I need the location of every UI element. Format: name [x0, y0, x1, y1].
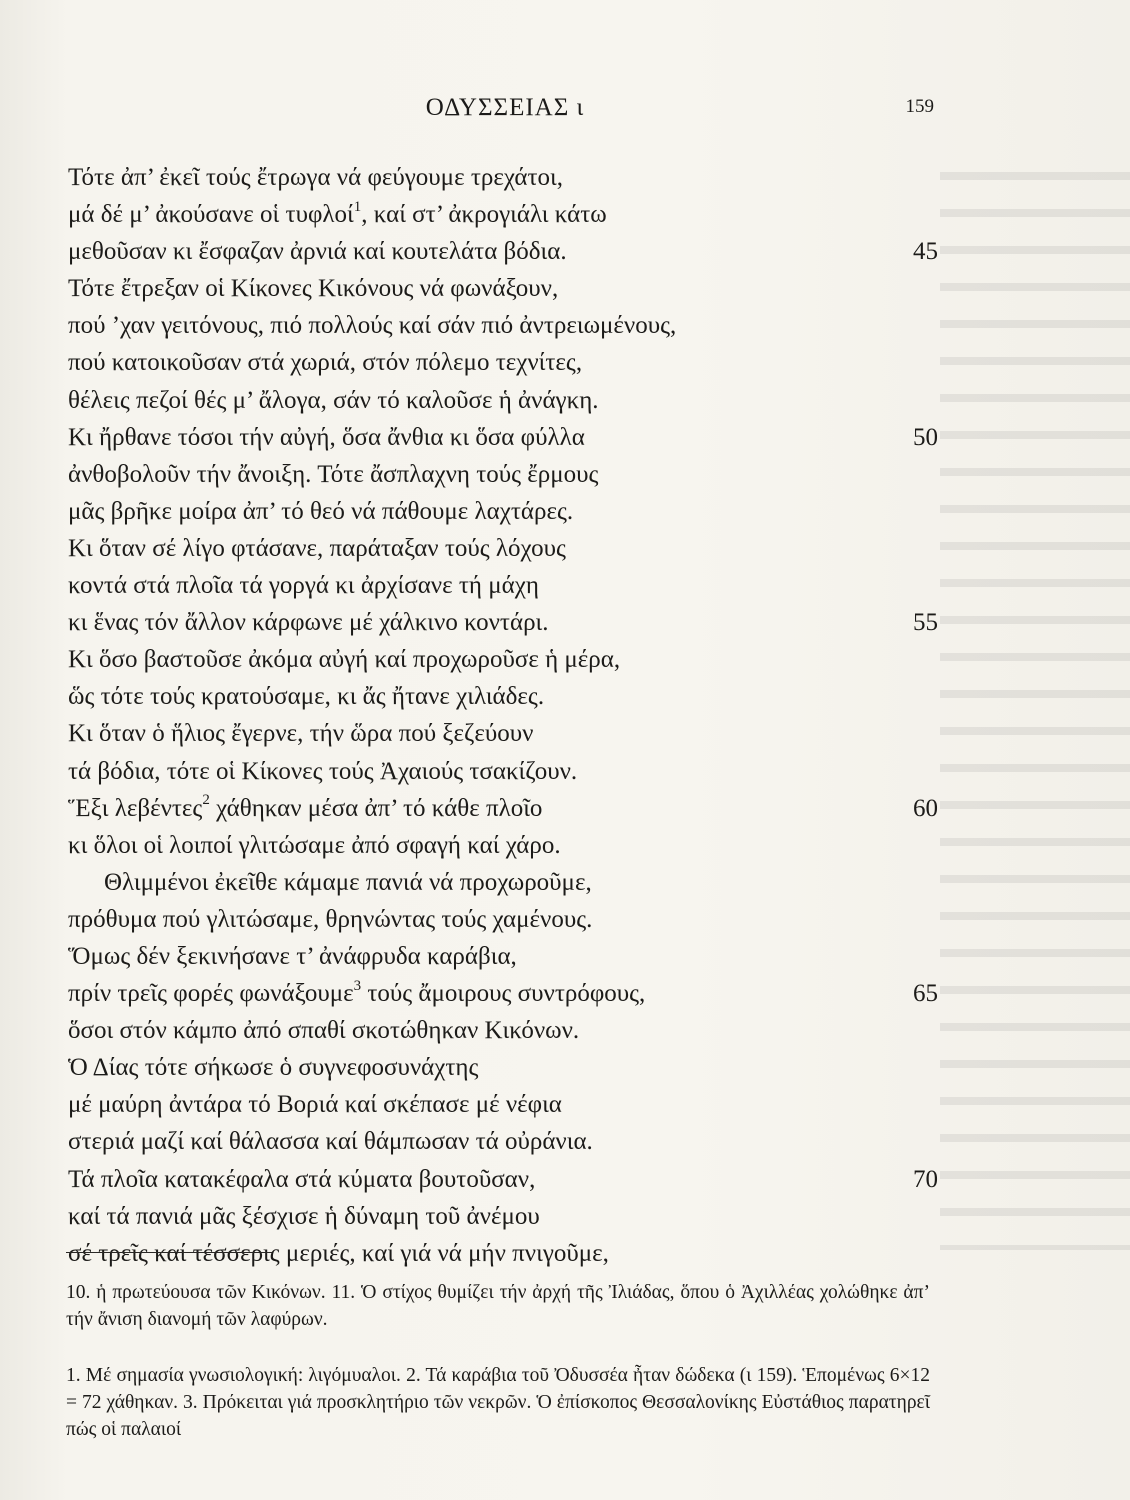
- verse-segment: κι ὅλοι οἱ λοιποί γλιτώσαμε ἀπό σφαγή καί χάρο.: [68, 831, 561, 859]
- verse-text: [68, 758, 577, 785]
- verse-segment: θέλεις πεζοί θές μ’ ἄλογα, σάν τό καλοῦσε ἡ ἀνάγκη.: [68, 386, 599, 414]
- footnote-marker: 1: [353, 198, 362, 215]
- verse-segment: τά βόδια, τότε οἱ Κίκονες τούς Ἀχαιούς τσακίζουν.: [68, 757, 578, 785]
- running-title: ΟΔΥΣΣΕΙΑΣ ι: [425, 94, 585, 121]
- verse-line: [68, 196, 938, 233]
- verse-text: [68, 683, 544, 710]
- verse-line: [68, 938, 938, 975]
- page-header: [0, 92, 1130, 124]
- verse-line: [68, 419, 938, 456]
- verse-line: [68, 1049, 938, 1086]
- verse-text: [68, 906, 592, 933]
- line-number: 70: [913, 1165, 938, 1193]
- verse-segment: Θλιμμένοι ἐκεῖθε κάμαμε πανιά νά προχωροῦμε,: [104, 868, 592, 896]
- verse-line: [68, 678, 938, 715]
- verse-text: [68, 1091, 562, 1118]
- verse-text: [68, 1203, 540, 1230]
- line-number: 65: [913, 980, 938, 1008]
- footnote-marker: 2: [202, 792, 210, 809]
- verse-text: [68, 238, 567, 265]
- verse-segment: ὥς τότε τούς κρατούσαμε, κι ἄς ἤτανε χιλιάδες.: [68, 683, 545, 711]
- verse-segment: Τά πλοῖα κατακέφαλα στά κύματα βουτοῦσαν,: [68, 1165, 536, 1193]
- verse-line: [68, 715, 938, 752]
- verse-line: [68, 233, 938, 270]
- verse-segment: πρόθυμα πού γλιτώσαμε, θρηνώντας τούς χαμένους.: [68, 905, 593, 933]
- verse-text: [68, 198, 607, 229]
- verse-segment: μέ μαύρη ἀντάρα τό Βοριά καί σκέπασε μέ νέφια: [68, 1091, 562, 1119]
- verse-segment: ὅσοι στόν κάμπο ἀπό σπαθί σκοτώθηκαν Κικόνων.: [68, 1017, 580, 1045]
- verse-text: [68, 387, 599, 414]
- verse-segment: Κι ὅσο βαστοῦσε ἀκόμα αὐγή καί προχωροῦσε ἡ μέρα,: [68, 646, 621, 674]
- verse-segment: πού ’χαν γειτόνους, πιό πολλούς καί σάν πιό ἀντρειωμένους,: [68, 312, 677, 340]
- verse-line: [68, 493, 938, 530]
- verse-text: [68, 646, 620, 673]
- footnote-marker: 3: [353, 977, 362, 994]
- verse-segment: ἀνθοβολοῦν τήν ἄνοιξη. Τότε ἄσπλαχνη τούς ἔρμους: [68, 460, 599, 488]
- footnote-separator: [66, 1252, 272, 1253]
- verse-line: [68, 604, 938, 641]
- verse-text: [68, 943, 517, 970]
- line-number: 45: [913, 238, 938, 266]
- verse-segment: Ὅμως δέν ξεκινήσανε τ’ ἀνάφρυδα καράβια,: [68, 942, 517, 970]
- verse-segment: κι ἕνας τόν ἄλλον κάρφωνε μέ χάλκινο κοντάρι.: [68, 609, 549, 637]
- verse-line: [68, 567, 938, 604]
- footnotes-previous: [66, 1279, 930, 1333]
- verse-segment: τούς ἄμοιρους συντρόφους,: [361, 980, 646, 1008]
- verse-text: [68, 1128, 593, 1155]
- verse-line: [68, 864, 938, 901]
- verse-segment: μεθοῦσαν κι ἔσφαζαν ἀρνιά καί κουτελάτα βόδια.: [68, 238, 567, 266]
- verse-text: [68, 609, 549, 636]
- verse-segment: μᾶς βρῆκε μοίρα ἀπ’ τό θεό νά πάθουμε λαχτάρες.: [68, 497, 574, 525]
- verse-segment: μά δέ μ’ ἀκούσανε οἱ τυφλοί: [68, 201, 354, 229]
- verse-segment: σέ τρεῖς καί τέσσερις μεριές, καί γιά νά μήν πνιγοῦμε,: [68, 1239, 609, 1267]
- verse-line: [68, 753, 938, 790]
- verse-text: [68, 275, 558, 302]
- verse-segment: στεριά μαζί καί θάλασσα καί θάμπωσαν τά οὐράνια.: [68, 1128, 593, 1156]
- verse-segment: κοντά στά πλοῖα τά γοργά κι ἀρχίσανε τή μάχη: [68, 572, 539, 600]
- verse-line: [68, 382, 938, 419]
- verse-segment: Ἕξι λεβέντες: [68, 794, 203, 822]
- verse-text: [68, 312, 676, 339]
- footnotes-current: [66, 1362, 930, 1443]
- bleed-through-text: [940, 150, 1130, 1250]
- verse-text: [68, 869, 592, 896]
- verse-line: [68, 975, 938, 1012]
- footnote-paragraph: 1. Μέ σημασία γνωσιολογική: λιγόμυαλοι. 2. Τά καράβια τοῦ Ὀδυσσέα ἦταν δώδεκα (ι 159). Ἑπομένως 6×12 = 72 χάθηκαν. 3. Πρόκειται γιά προσκλητήριο τῶν νεκρῶν. Ὁ ἐπίσκοπος Θεσσαλονίκης Εὐστάθιος παρατηρεῖ πώς οἱ παλαιοί: [66, 1365, 930, 1440]
- verse-line: [68, 159, 938, 196]
- verse-segment: Κι ὅταν ὁ ἥλιος ἔγερνε, τήν ὥρα πού ξεζεύουν: [68, 720, 534, 748]
- verse-line: [68, 1235, 938, 1272]
- verse-segment: πού κατοικοῦσαν στά χωριά, στόν πόλεμο τεχνίτες,: [68, 349, 583, 377]
- verse-text: [68, 535, 566, 562]
- verse-segment: Τότε ἔτρεξαν οἱ Κίκονες Κικόνους νά φωνάξουν,: [68, 275, 559, 303]
- verse-segment: Κι ἤρθανε τόσοι τήν αὐγή, ὅσα ἄνθια κι ὅσα φύλλα: [68, 423, 585, 451]
- verse-line: [68, 1161, 938, 1198]
- verse-segment: Τότε ἀπ’ ἐκεῖ τούς ἔτρωγα νά φεύγουμε τρεχάτοι,: [68, 164, 564, 191]
- verse-line: [68, 641, 938, 678]
- verse-text: [68, 977, 646, 1008]
- verse-line: [68, 790, 938, 827]
- verse-text: [68, 792, 543, 822]
- verse-text: [68, 1054, 478, 1081]
- verse-line: [68, 901, 938, 938]
- verse-line: [68, 456, 938, 493]
- verse-text: [68, 461, 598, 488]
- verse-text: [68, 832, 561, 859]
- verse-line: [68, 530, 938, 567]
- page-number: 159: [905, 96, 934, 117]
- verse-segment: πρίν τρεῖς φορές φωνάξουμε: [68, 980, 354, 1008]
- verse-text: [68, 572, 539, 599]
- verse-text: [68, 164, 563, 191]
- verse-line: [68, 270, 938, 307]
- verse-text: [68, 349, 582, 376]
- line-number: 50: [913, 423, 938, 451]
- line-number: 55: [913, 609, 938, 637]
- verse-text: [68, 1240, 609, 1267]
- verse-text: [68, 720, 533, 747]
- verse-segment: καί τά πανιά μᾶς ξέσχισε ἡ δύναμη τοῦ ἀνέμου: [68, 1202, 540, 1230]
- verse-line: [68, 1123, 938, 1160]
- poem-text: [68, 159, 938, 1272]
- verse-line: [68, 344, 938, 381]
- verse-segment: , καί στ’ ἀκρογιάλι κάτω: [361, 201, 607, 229]
- verse-line: [68, 827, 938, 864]
- footnote-paragraph: 10. ἡ πρωτεύουσα τῶν Κικόνων. 11. Ὁ στίχος θυμίζει τήν ἀρχή τῆς Ἰλιάδας, ὅπου ὁ Ἀχιλλέας χολώθηκε ἀπ’ τήν ἄνιση διανομή τῶν λαφύρων.: [66, 1282, 930, 1330]
- verse-segment: χάθηκαν μέσα ἀπ’ τό κάθε πλοῖο: [209, 794, 543, 822]
- verse-segment: Ὁ Δίας τότε σήκωσε ὁ συγνεφοσυνάχτης: [68, 1054, 479, 1082]
- verse-segment: Κι ὅταν σέ λίγο φτάσανε, παράταξαν τούς λόχους: [68, 534, 566, 562]
- verse-line: [68, 1086, 938, 1123]
- verse-text: [68, 1166, 535, 1193]
- verse-line: [68, 307, 938, 344]
- line-number: 60: [913, 794, 938, 822]
- verse-text: [68, 424, 585, 451]
- verse-line: [68, 1198, 938, 1235]
- verse-text: [68, 1017, 579, 1044]
- verse-text: [68, 498, 573, 525]
- verse-line: [68, 1012, 938, 1049]
